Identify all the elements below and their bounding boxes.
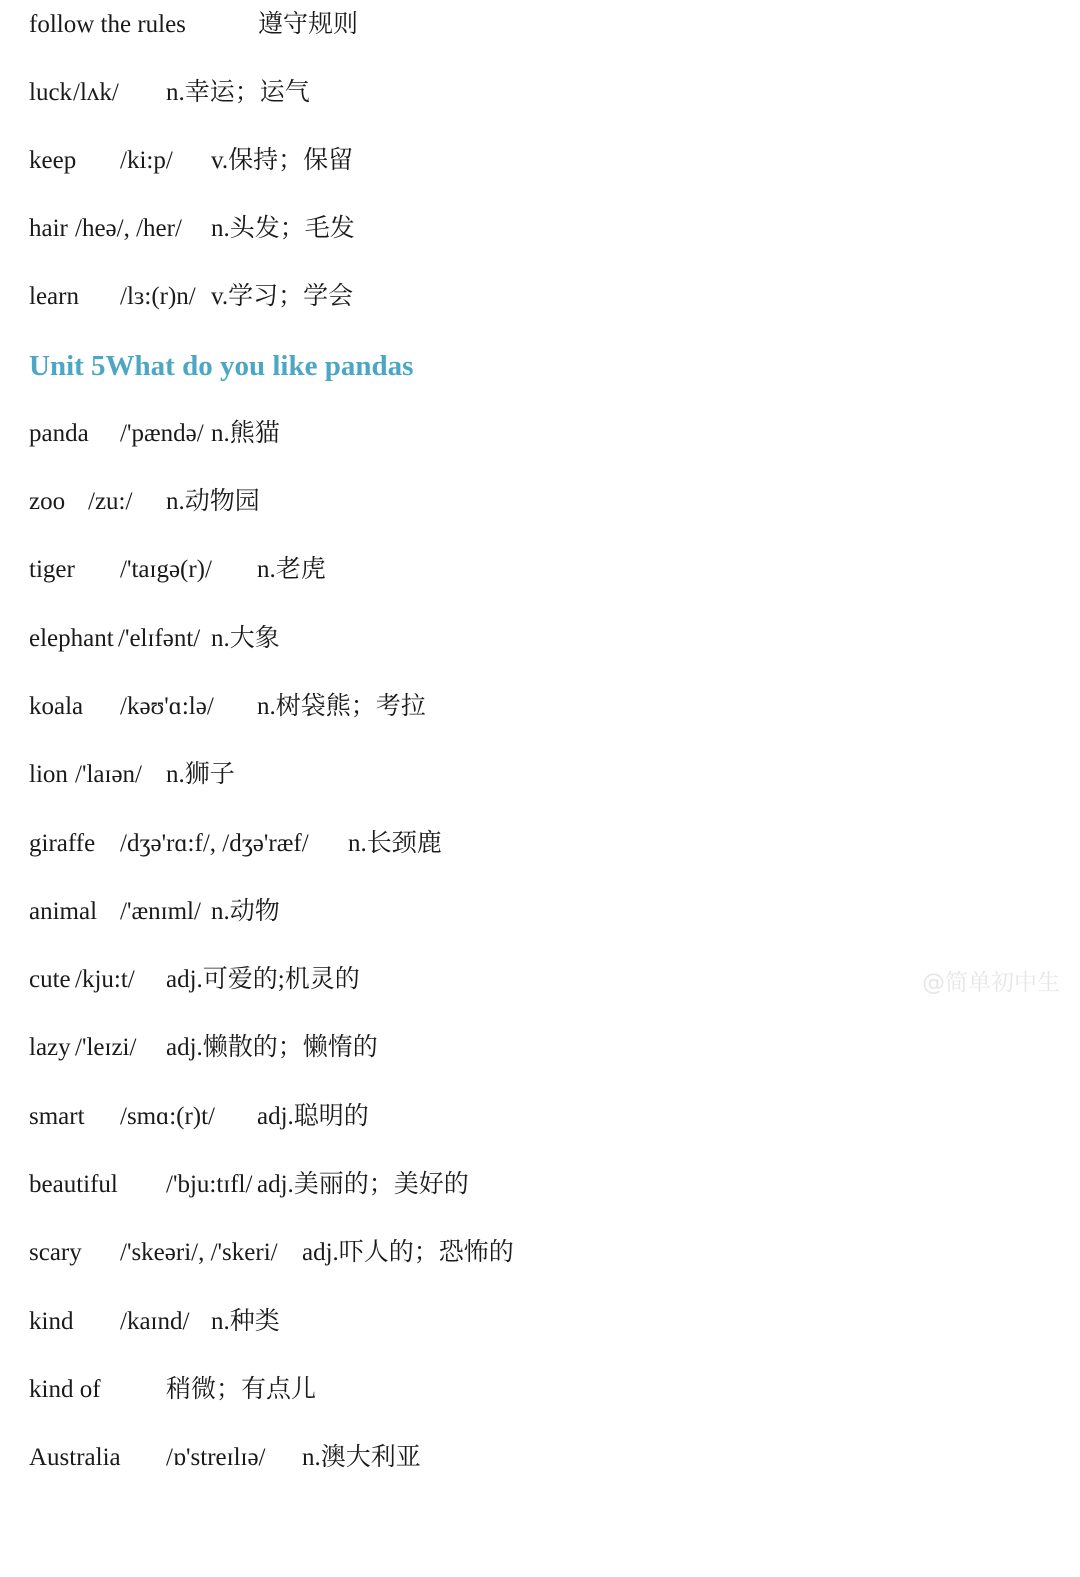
list-item: [29, 1236, 514, 1270]
phonetic: /lʌk/: [73, 79, 119, 106]
list-item: [29, 485, 260, 519]
word: Australia: [29, 1444, 121, 1471]
phonetic: /dʒə'rɑ:f/, /dʒə'ræf/: [120, 830, 309, 857]
word: smart: [29, 1103, 85, 1130]
meaning: n.老虎: [257, 556, 326, 583]
list-item: [29, 76, 310, 110]
phonetic: /zu:/: [88, 488, 133, 515]
meaning: adj.聪明的: [257, 1103, 369, 1130]
meaning: n.大象: [211, 625, 280, 652]
word: keep: [29, 147, 77, 174]
word: hair: [29, 215, 68, 242]
word: follow the rules: [29, 11, 186, 38]
meaning: v.保持；保留: [211, 147, 354, 174]
list-item: [29, 280, 354, 314]
word: scary: [29, 1239, 82, 1266]
phonetic: /'pændə/: [120, 420, 204, 447]
list-item: [29, 1031, 378, 1065]
phonetic: /'laɪən/: [75, 761, 142, 788]
meaning: v.学习；学会: [211, 283, 354, 310]
unit-heading: Unit 5What do you like pandas: [29, 350, 414, 382]
list-item: [29, 1441, 421, 1475]
meaning: adj.懒散的；懒惰的: [166, 1034, 378, 1061]
meaning: n.长颈鹿: [348, 830, 442, 857]
word: koala: [29, 693, 84, 720]
list-item: [29, 690, 426, 724]
word: kind: [29, 1308, 74, 1335]
word: lion: [29, 761, 68, 788]
meaning: n.头发；毛发: [211, 215, 355, 242]
meaning: n.狮子: [166, 761, 235, 788]
phonetic: /smɑ:(r)t/: [120, 1103, 216, 1130]
phonetic: /heə/, /her/: [75, 215, 182, 242]
word: panda: [29, 420, 89, 447]
meaning: n.幸运；运气: [166, 79, 310, 106]
phonetic: /'elɪfənt/: [118, 625, 201, 652]
list-item: [29, 1100, 369, 1134]
list-item: [29, 827, 442, 861]
meaning: n.动物: [211, 898, 280, 925]
list-item: [29, 212, 355, 246]
phonetic: /kaɪnd/: [120, 1308, 190, 1335]
phonetic: /kəʊ'ɑ:lə/: [120, 693, 214, 720]
list-item: [29, 417, 280, 451]
list-item: [29, 758, 235, 792]
phonetic: /ɒ'streɪlɪə/: [166, 1444, 266, 1471]
meaning: adj.美丽的；美好的: [257, 1171, 469, 1198]
meaning: 遵守规则: [258, 11, 359, 38]
list-item: [29, 1373, 317, 1407]
word: animal: [29, 898, 98, 925]
word: giraffe: [29, 830, 96, 857]
word: learn: [29, 283, 79, 310]
list-item: [29, 963, 360, 997]
word: zoo: [29, 488, 66, 515]
meaning: n.熊猫: [211, 420, 280, 447]
meaning: n.树袋熊；考拉: [257, 693, 426, 720]
meaning: n.种类: [211, 1308, 280, 1335]
phonetic: /'ænɪml/: [120, 898, 201, 925]
list-item: [29, 622, 280, 656]
list-item: [29, 8, 359, 42]
word: luck: [29, 79, 73, 106]
meaning: adj.可爱的;机灵的: [166, 966, 360, 993]
word: kind of: [29, 1376, 101, 1403]
word: tiger: [29, 556, 75, 583]
word: cute: [29, 966, 71, 993]
phonetic: /lɜ:(r)n/: [120, 283, 196, 310]
list-item: [29, 1305, 280, 1339]
phonetic: /'taɪgə(r)/: [120, 556, 212, 583]
meaning: n.澳大利亚: [302, 1444, 421, 1471]
phonetic: /ki:p/: [120, 147, 173, 174]
phonetic: /'bju:tɪfl/: [166, 1171, 253, 1198]
meaning: 稍微；有点儿: [166, 1376, 317, 1403]
meaning: n.动物园: [166, 488, 260, 515]
phonetic: /kju:t/: [75, 966, 135, 993]
word: elephant: [29, 625, 114, 652]
word: beautiful: [29, 1171, 118, 1198]
word: lazy: [29, 1034, 71, 1061]
list-item: [29, 1168, 469, 1202]
phonetic: /'leɪzi/: [75, 1034, 137, 1061]
watermark-text: @简单初中生: [922, 970, 1060, 996]
list-item: [29, 144, 354, 178]
phonetic: /'skeəri/, /'skeri/: [120, 1239, 278, 1266]
list-item: [29, 895, 280, 929]
list-item: [29, 553, 326, 587]
meaning: adj.吓人的；恐怖的: [302, 1239, 514, 1266]
